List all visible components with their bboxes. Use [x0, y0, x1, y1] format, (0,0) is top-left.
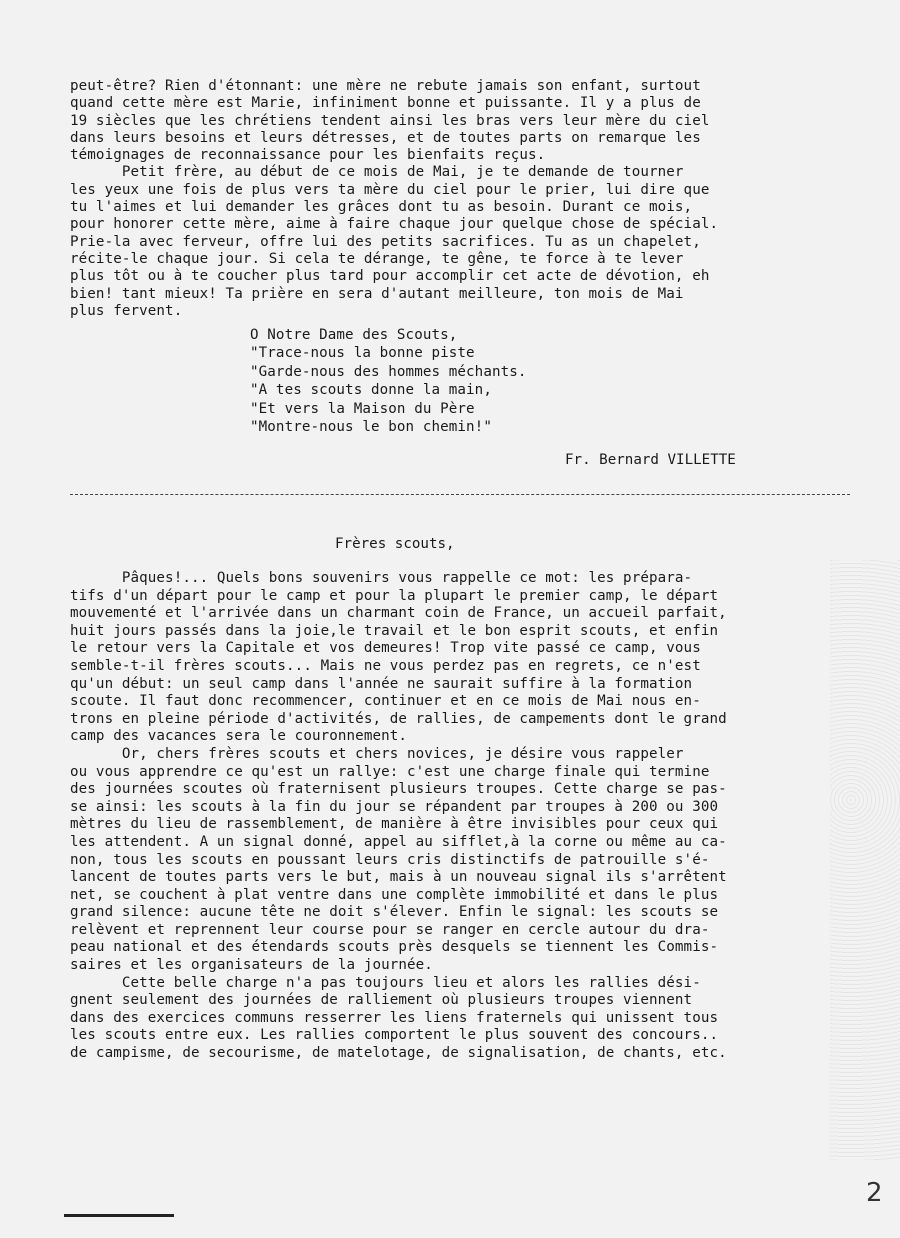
text-line: qu'un début: un seul camp dans l'année ne saurait suffire à la formation: [70, 675, 693, 692]
text-line: les scouts entre eux. Les rallies comportent le plus souvent des concours..: [70, 1027, 719, 1044]
text-line: mouvementé et l'arrivée dans un charmant coin de France, un accueil parfait,: [70, 605, 727, 622]
poem-line: "Trace-nous la bonne piste: [250, 345, 475, 362]
text-line: tu l'aimes et lui demander les grâces dont tu as besoin. Durant ce mois,: [70, 199, 693, 216]
text-line: se ainsi: les scouts à la fin du jour se répandent par troupes à 200 ou 300: [70, 798, 719, 815]
letter-paragraphs: [70, 78, 860, 320]
text-line: des journées scoutes où fraternisent plusieurs troupes. Cette charge se pas-: [70, 781, 727, 798]
bottom-rule: [64, 1214, 174, 1217]
poem-line: "Et vers la Maison du Père: [250, 400, 475, 417]
poem-line: "A tes scouts donne la main,: [250, 382, 492, 399]
text-line: relèvent et reprennent leur course pour se ranger en cercle autour du dra-: [70, 921, 710, 938]
text-line: non, tous les scouts en poussant leurs cris distinctifs de patrouille s'é-: [70, 851, 710, 868]
text-line: Petit frère, au début de ce mois de Mai, je te demande de tourner: [70, 164, 684, 181]
section-divider: [70, 494, 850, 495]
text-line: dans leurs besoins et leurs détresses, et de toutes parts on remarque les: [70, 129, 701, 146]
text-line: semble-t-il frères scouts... Mais ne vous perdez pas en regrets, ce n'est: [70, 657, 701, 674]
text-line: saires et les organisateurs de la journée.: [70, 957, 433, 974]
poem-line: O Notre Dame des Scouts,: [250, 327, 458, 343]
text-line: trons en pleine période d'activités, de rallies, de campements dont le grand: [70, 710, 727, 727]
text-line: mètres du lieu de rassemblement, de manière à être invisibles pour ceux qui: [70, 816, 719, 833]
text-line: gnent seulement des journées de ralliement où plusieurs troupes viennent: [70, 992, 693, 1009]
text-line: peut-être? Rien d'étonnant: une mère ne rebute jamais son enfant, surtout: [70, 78, 701, 94]
text-line: bien! tant mieux! Ta prière en sera d'autant meilleure, ton mois de Mai: [70, 285, 684, 302]
text-line: Or, chers frères scouts et chers novices, je désire vous rappeler: [70, 745, 684, 762]
text-line: pour honorer cette mère, aime à faire chaque jour quelque chose de spécial.: [70, 216, 719, 233]
text-line: récite-le chaque jour. Si cela te dérange, te gêne, te force à te lever: [70, 250, 684, 267]
text-line: grand silence: aucune tête ne doit s'élever. Enfin le signal: les scouts se: [70, 904, 719, 921]
text-line: net, se couchent à plat ventre dans une complète immobilité et dans le plus: [70, 886, 719, 903]
text-line: le retour vers la Capitale et vos demeures! Trop vite passé ce camp, vous: [70, 640, 701, 657]
text-line: Prie-la avec ferveur, offre lui des petits sacrifices. Tu as un chapelet,: [70, 233, 701, 250]
prayer-poem: [250, 326, 810, 436]
text-line: quand cette mère est Marie, infiniment bonne et puissante. Il y a plus de: [70, 95, 701, 112]
poem-line: "Montre-nous le bon chemin!": [250, 418, 492, 435]
text-line: plus tôt ou à te coucher plus tard pour accomplir cet acte de dévotion, eh: [70, 268, 710, 285]
article-heading: Frères scouts,: [335, 536, 455, 552]
text-line: ou vous apprendre ce qu'est un rallye: c'est une charge finale qui termine: [70, 763, 710, 780]
signature: Fr. Bernard VILLETTE: [565, 452, 736, 468]
text-line: dans des exercices communs resserrer les liens fraternels qui unissent tous: [70, 1009, 719, 1026]
article-paragraphs: [70, 570, 860, 1063]
page-number: 2: [866, 1178, 883, 1208]
text-line: scoute. Il faut donc recommencer, continuer et en ce mois de Mai nous en-: [70, 693, 701, 710]
text-line: Cette belle charge n'a pas toujours lieu et alors les rallies dési-: [70, 974, 701, 991]
text-line: Pâques!... Quels bons souvenirs vous rappelle ce mot: les prépara-: [70, 570, 693, 586]
text-line: de campisme, de secourisme, de matelotage, de signalisation, de chants, etc.: [70, 1045, 727, 1062]
text-line: lancent de toutes parts vers le but, mais à un nouveau signal ils s'arrêtent: [70, 869, 727, 886]
text-line: plus fervent.: [70, 302, 183, 319]
text-line: tifs d'un départ pour le camp et pour la plupart le premier camp, le départ: [70, 587, 719, 604]
text-line: huit jours passés dans la joie,le travail et le bon esprit scouts, et enfin: [70, 622, 719, 639]
text-line: 19 siècles que les chrétiens tendent ainsi les bras vers leur mère du ciel: [70, 112, 710, 129]
text-line: témoignages de reconnaissance pour les bienfaits reçus.: [70, 147, 546, 164]
text-line: camp des vacances sera le couronnement.: [70, 728, 408, 745]
text-line: les yeux une fois de plus vers ta mère du ciel pour le prier, lui dire que: [70, 181, 710, 198]
text-line: les attendent. A un signal donné, appel au sifflet,à la corne ou même au ca-: [70, 833, 727, 850]
text-line: peau national et des étendards scouts près desquels se tiennent les Commis-: [70, 939, 719, 956]
poem-line: "Garde-nous des hommes méchants.: [250, 363, 527, 380]
